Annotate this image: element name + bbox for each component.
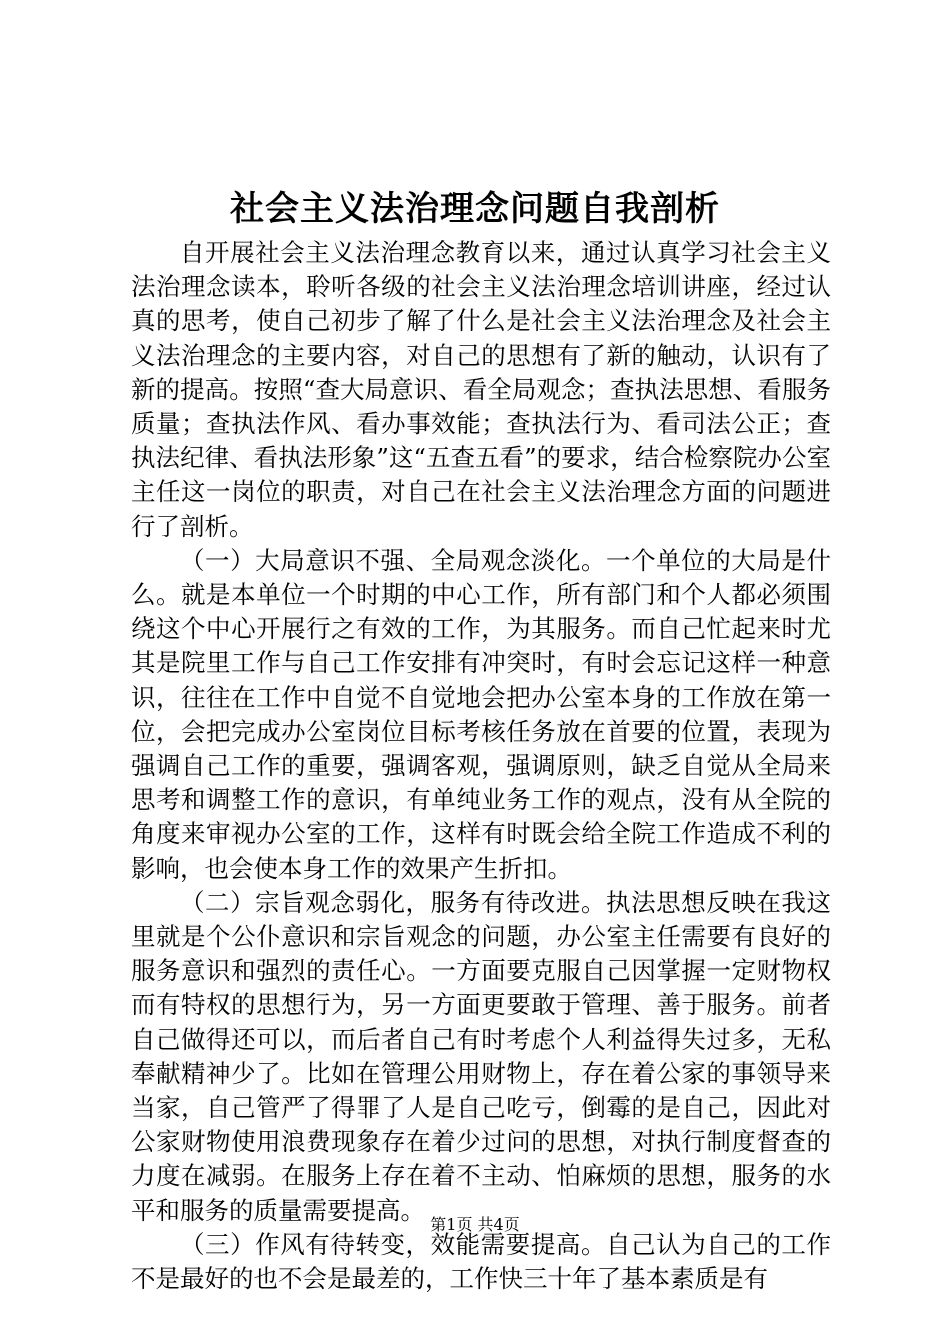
paragraph-section-3: （三）作风有待转变，效能需要提高。自己认为自己的工作不是最好的也不会是最差的，工作快三十年了基本素质是有 xyxy=(131,1229,831,1294)
page-number-footer: 第1页 共4页 xyxy=(430,1215,520,1234)
document-title: 社会主义法治理念问题自我剖析 xyxy=(230,189,720,229)
paragraph-section-2: （二）宗旨观念弱化，服务有待改进。执法思想反映在我这里就是个公仆意识和宗旨观念的问题，办公室主任需要有良好的服务意识和强烈的责任心。一方面要克服自己因掌握一定财物权而有特权的思想行为，另一方面更要敢于管理、善于服务。前者自己做得还可以，而后者自己有时考虑个人利益得失过多，无私奉献精神少了。比如在管理公用财物上，存在着公家的事领导来当家，自己管严了得罪了人是自己吃亏，倒霉的是自己，因此对公家财物使用浪费现象存在着少过问的思想，对执行制度督查的力度在减弱。在服务上存在着不主动、怕麻烦的思想，服务的水平和服务的质量需要提高。 xyxy=(131,887,831,1225)
paragraph-section-1: （一）大局意识不强、全局观念淡化。一个单位的大局是什么。就是本单位一个时期的中心工作，所有部门和个人都必须围绕这个中心开展行之有效的工作，为其服务。而自己忙起来时尤其是院里工作与自己工作安排有冲突时，有时会忘记这样一种意识，往往在工作中自觉不自觉地会把办公室本身的工作放在第一位，会把完成办公室岗位目标考核任务放在首要的位置，表现为强调自己工作的重要，强调客观，强调原则，缺乏自觉从全局来思考和调整工作的意识，有单纯业务工作的观点，没有从全院的角度来审视办公室的工作，这样有时既会给全院工作造成不利的影响，也会使本身工作的效果产生折扣。 xyxy=(131,545,831,883)
paragraph-intro: 自开展社会主义法治理念教育以来，通过认真学习社会主义法治理念读本，聆听各级的社会主义法治理念培训讲座，经过认真的思考，使自己初步了解了什么是社会主义法治理念及社会主义法治理念的主要内容，对自己的思想有了新的触动，认识有了新的提高。按照“查大局意识、看全局观念；查执法思想、看服务质量；查执法作风、看办事效能；查执法行为、看司法公正；查执法纪律、看执法形象”这“五查五看”的要求，结合检察院办公室主任这一岗位的职责，对自己在社会主义法治理念方面的问题进行了剖析。 xyxy=(131,238,831,541)
document-body xyxy=(131,236,831,1296)
